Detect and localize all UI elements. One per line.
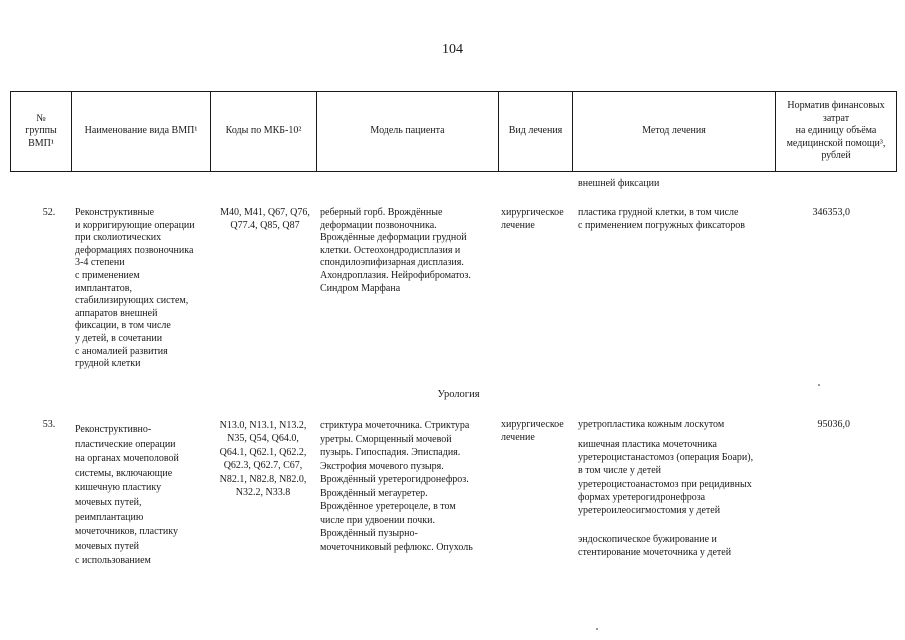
row-number: 53. xyxy=(42,419,56,430)
col-divider xyxy=(896,91,897,171)
vmp-name-cell: Реконструктивно- пластические операции на органах мочеполовой системы, включающие кишечную пластику мочевых путей, реимплантацию мочеточников, пластику мочевых путей с использованием xyxy=(75,424,179,567)
header-bottom-rule xyxy=(10,171,897,172)
patient-model-cell: стриктура мочеточника. Стриктура уретры. Сморщенный мочевой пузырь. Гипоспадия. Эписпадия. Экстрофия мочевого пузыря. Врождённый уретерогидронефроз. Врождённый мегауретер. Врождённое уретероцеле, в том числе при удвоении почки. Врождённый пузырно- мочеточниковый рефлюкс. Опухоль xyxy=(320,420,473,553)
scan-speck xyxy=(818,384,820,386)
header-treatment-method: Метод лечения xyxy=(642,125,706,137)
treatment-type-cell: хирургическое лечение xyxy=(501,419,564,443)
row-number: 52. xyxy=(42,207,56,218)
icd-codes-cell: M40, M41, Q67, Q76, Q77.4, Q85, Q87 xyxy=(220,207,310,231)
vmp-name-cell: Реконструктивные и корригирующие операции при сколиотических деформациях позвоночника 3-4 степени с применением имплантатов, стабилизирующих систем, аппаратов внешней фиксации, в том числе у детей, в сочетании с аномалией развития грудной клетки xyxy=(75,207,195,370)
header-vmp-name: Наименование вида ВМП¹ xyxy=(84,125,198,137)
treatment-method-cell: кишечная пластика мочеточника уретероцистанастомоз (операция Боари), в том числе у детей уретероцистоанастомоз при рецидивных формах уретерогидронефроза уретероилеосигмостомия у детей xyxy=(578,439,754,517)
page-number: 104 xyxy=(442,42,463,57)
continued-method-text: внешней фиксации xyxy=(578,178,660,189)
header-treatment-type: Вид лечения xyxy=(508,125,563,137)
cost-cell: 346353,0 xyxy=(812,207,850,218)
treatment-method-cell: пластика грудной клетки, в том числе с применением погружных фиксаторов xyxy=(578,207,745,231)
patient-model-cell: реберный горб. Врождённые деформации позвоночника. Врождённые деформации грудной клетки. Остеохондродисплазия и спондилоэпифизарная дисплазия. Ахондроплазия. Нейрофиброматоз. Синдром Марфана xyxy=(320,207,471,294)
header-group-no: № группы ВМП¹ xyxy=(25,112,57,149)
header-cost-norm: Норматив финансовых затрат на единицу объёма медицинской помощи³, рублей xyxy=(786,100,886,162)
treatment-method-cell: уретропластика кожным лоскутом xyxy=(578,419,725,430)
section-title: Урология xyxy=(437,389,480,400)
header-icd-codes: Коды по МКБ-10² xyxy=(225,125,302,137)
treatment-type-cell: хирургическое лечение xyxy=(501,207,564,231)
header-patient-model: Модель пациента xyxy=(370,125,445,137)
scan-speck xyxy=(596,628,598,630)
treatment-method-cell: эндоскопическое бужирование и стентирование мочеточника у детей xyxy=(578,534,732,559)
cost-cell: 95036,0 xyxy=(817,419,850,430)
icd-codes-cell: N13.0, N13.1, N13.2, N35, Q54, Q64.0, Q64.1, Q62.1, Q62.2, Q62.3, Q62.7, C67, N82.1, N82.8, N82.0, N32.2, N33.8 xyxy=(219,420,307,499)
